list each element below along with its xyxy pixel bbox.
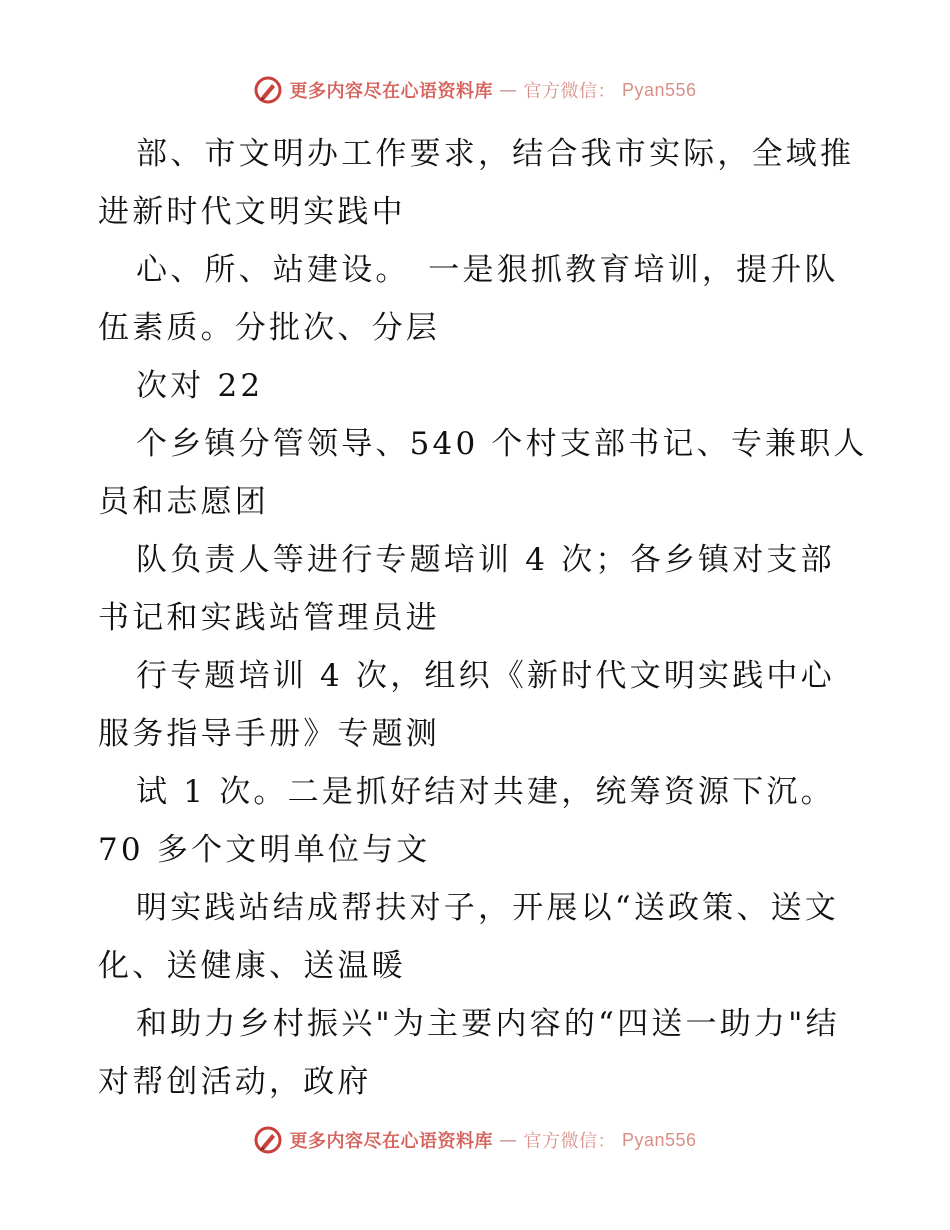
text-line: 和助力乡村振兴"为主要内容的“四送一助力"结 xyxy=(136,1006,840,1042)
text-line: 队负责人等进行专题培训 4 次；各乡镇对支部 xyxy=(136,542,835,578)
pen-logo-icon xyxy=(253,75,283,105)
watermark-main-text: 更多内容尽在心语资料库 xyxy=(289,1131,493,1152)
footer-watermark xyxy=(0,1120,950,1160)
text-line: 员和志愿团 xyxy=(98,484,269,520)
text-line: 服务指导手册》专题测 xyxy=(98,716,440,752)
watermark-wechat-id: Pyan556 xyxy=(621,1129,697,1150)
header-watermark xyxy=(0,70,950,110)
pen-logo-icon xyxy=(253,1125,283,1155)
text-line: 进新时代文明实践中 xyxy=(98,194,406,230)
text-line: 试 1 次。二是抓好结对共建，统筹资源下沉。 xyxy=(136,774,835,810)
text-line: 部、市文明办工作要求，结合我市实际，全域推 xyxy=(136,136,855,172)
text-line: 化、送健康、送温暖 xyxy=(98,948,406,984)
text-line: 70 多个文明单位与文 xyxy=(98,832,431,868)
watermark-dash: — xyxy=(498,79,518,101)
watermark-sub-text: 官方微信： xyxy=(523,81,616,102)
watermark-dash: — xyxy=(498,1129,518,1151)
text-line: 明实践站结成帮扶对子，开展以“送政策、送文 xyxy=(136,890,840,926)
text-line: 伍素质。分批次、分层 xyxy=(98,310,440,346)
watermark-wechat-id: Pyan556 xyxy=(621,79,697,100)
text-line: 对帮创活动，政府 xyxy=(98,1064,372,1100)
text-line: 行专题培训 4 次，组织《新时代文明实践中心 xyxy=(136,658,835,694)
text-line: 书记和实践站管理员进 xyxy=(98,600,440,636)
watermark-sub-text: 官方微信： xyxy=(523,1131,616,1152)
text-line: 个乡镇分管领导、540 个村支部书记、专兼职人 xyxy=(136,426,868,462)
text-line: 心、所、站建设。 一是狠抓教育培训，提升队 xyxy=(136,252,839,288)
body-text xyxy=(98,125,868,1111)
watermark-main-text: 更多内容尽在心语资料库 xyxy=(289,81,493,102)
text-line: 次对 22 xyxy=(136,368,264,404)
